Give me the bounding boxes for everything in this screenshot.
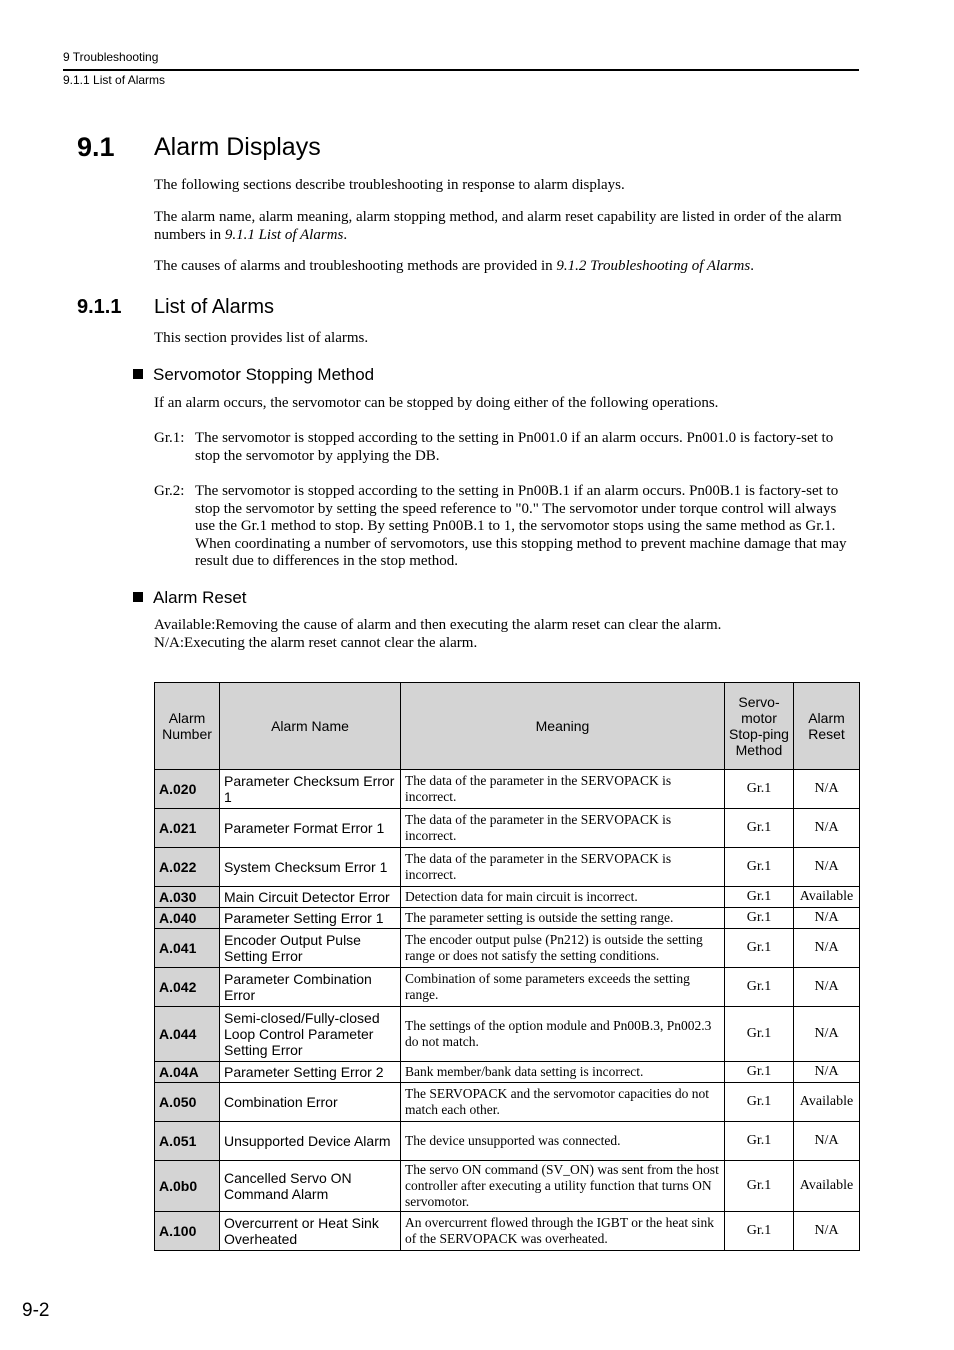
page-number: 9-2 bbox=[22, 1300, 50, 1321]
stopping-method: Gr.1 bbox=[725, 1083, 794, 1122]
alarm-name: Cancelled Servo ON Command Alarm bbox=[220, 1161, 401, 1212]
alarm-name: System Checksum Error 1 bbox=[220, 848, 401, 887]
stopping-method: Gr.1 bbox=[725, 1122, 794, 1161]
alarm-meaning: The servo ON command (SV_ON) was sent from the host controller after executing a utility function that turns ON servomotor. bbox=[401, 1161, 725, 1212]
subsection-number: 9.1.1 bbox=[77, 296, 122, 318]
alarm-number: A.050 bbox=[155, 1083, 220, 1122]
column-header-alarm-name: Alarm Name bbox=[220, 683, 401, 770]
column-header-alarm-number: Alarm Number bbox=[155, 683, 220, 770]
table-row bbox=[155, 1161, 860, 1212]
stopping-method: Gr.1 bbox=[725, 809, 794, 848]
stopping-method: Gr.1 bbox=[725, 1212, 794, 1251]
stopping-method: Gr.1 bbox=[725, 848, 794, 887]
alarm-name: Overcurrent or Heat Sink Overheated bbox=[220, 1212, 401, 1251]
alarm-number: A.04A bbox=[155, 1062, 220, 1083]
square-bullet-icon bbox=[133, 592, 143, 602]
alarm-reset: Available bbox=[794, 1083, 860, 1122]
alarm-number: A.044 bbox=[155, 1007, 220, 1062]
alarm-meaning: Bank member/bank data setting is incorrect. bbox=[401, 1062, 725, 1083]
cross-reference: 9.1.2 Troubleshooting of Alarms bbox=[556, 258, 751, 274]
alarm-name: Parameter Setting Error 1 bbox=[220, 908, 401, 929]
alarm-meaning: The device unsupported was connected. bbox=[401, 1122, 725, 1161]
alarm-reset: N/A bbox=[794, 908, 860, 929]
table-row bbox=[155, 908, 860, 929]
alarm-reset: N/A bbox=[794, 1007, 860, 1062]
alarm-name: Parameter Combination Error bbox=[220, 968, 401, 1007]
section-order-paragraph: The alarm name, alarm meaning, alarm stopping method, and alarm reset capability are listed in order of the alarm numbers in 9.1.1 List of Alarms. bbox=[154, 209, 842, 243]
alarm-number: A.030 bbox=[155, 887, 220, 908]
table-row bbox=[155, 1122, 860, 1161]
alarm-reset: N/A bbox=[794, 968, 860, 1007]
reset-available-line: Available:Removing the cause of alarm and then executing the alarm reset can clear the alarm. bbox=[154, 617, 722, 633]
alarm-number: A.022 bbox=[155, 848, 220, 887]
alarm-reset: N/A bbox=[794, 1212, 860, 1251]
alarm-name: Unsupported Device Alarm bbox=[220, 1122, 401, 1161]
column-header-alarm-reset: Alarm Reset bbox=[794, 683, 860, 770]
cross-reference: 9.1.1 List of Alarms bbox=[224, 226, 344, 243]
alarm-reset: N/A bbox=[794, 809, 860, 848]
alarm-reset: N/A bbox=[794, 848, 860, 887]
alarm-list-table bbox=[154, 682, 860, 1251]
table-row bbox=[155, 1007, 860, 1062]
stopping-method-heading: Servomotor Stopping Method bbox=[133, 365, 374, 385]
stopping-method: Gr.1 bbox=[725, 887, 794, 908]
table-row bbox=[155, 848, 860, 887]
alarm-meaning: The data of the parameter in the SERVOPACK is incorrect. bbox=[401, 770, 725, 809]
alarm-name: Parameter Checksum Error 1 bbox=[220, 770, 401, 809]
subsection-intro: This section provides list of alarms. bbox=[154, 330, 369, 346]
table-row bbox=[155, 770, 860, 809]
alarm-number: A.040 bbox=[155, 908, 220, 929]
stopping-method: Gr.1 bbox=[725, 1161, 794, 1212]
section-causes-paragraph: The causes of alarms and troubleshooting methods are provided in 9.1.2 Troubleshooting of Alarms. bbox=[154, 258, 754, 274]
section-intro-paragraph: The following sections describe troubleshooting in response to alarm displays. bbox=[154, 177, 625, 193]
table-row bbox=[155, 968, 860, 1007]
alarm-number: A.020 bbox=[155, 770, 220, 809]
alarm-reset-heading: Alarm Reset bbox=[133, 588, 247, 608]
alarm-number: A.021 bbox=[155, 809, 220, 848]
alarm-meaning: The data of the parameter in the SERVOPACK is incorrect. bbox=[401, 809, 725, 848]
stopping-intro: If an alarm occurs, the servomotor can be stopped by doing either of the following operations. bbox=[154, 395, 719, 411]
table-row bbox=[155, 1062, 860, 1083]
stopping-method: Gr.1 bbox=[725, 908, 794, 929]
square-bullet-icon bbox=[133, 369, 143, 379]
header-rule bbox=[63, 69, 859, 71]
table-row bbox=[155, 1083, 860, 1122]
stopping-method: Gr.1 bbox=[725, 770, 794, 809]
alarm-reset: N/A bbox=[794, 770, 860, 809]
alarm-name: Main Circuit Detector Error bbox=[220, 887, 401, 908]
alarm-name: Encoder Output Pulse Setting Error bbox=[220, 929, 401, 968]
alarm-number: A.051 bbox=[155, 1122, 220, 1161]
table-row bbox=[155, 809, 860, 848]
stopping-method: Gr.1 bbox=[725, 1007, 794, 1062]
stopping-method: Gr.1 bbox=[725, 968, 794, 1007]
alarm-meaning: The data of the parameter in the SERVOPACK is incorrect. bbox=[401, 848, 725, 887]
alarm-meaning: The encoder output pulse (Pn212) is outside the setting range or does not satisfy the setting conditions. bbox=[401, 929, 725, 968]
gr1-label: Gr.1: bbox=[154, 430, 185, 446]
gr2-description: The servomotor is stopped according to the setting in Pn00B.1 if an alarm occurs. Pn00B.1 is factory-set to stop the servomotor by setting the speed reference to "0." The servomotor under torque control will always use the Gr.1 method to stop. By setting Pn00B.1 to 1, the servomotor stops using the same method as Gr.1. When coordinating a number of servomotors, use this stopping method to prevent machine damage that may result due to differences in the stop method. bbox=[195, 483, 847, 569]
column-header-stopping-method: Servo-motor Stop-ping Method bbox=[725, 683, 794, 770]
subsection-title: List of Alarms bbox=[154, 296, 275, 318]
column-header-meaning: Meaning bbox=[401, 683, 725, 770]
alarm-reset: Available bbox=[794, 1161, 860, 1212]
stopping-method: Gr.1 bbox=[725, 1062, 794, 1083]
alarm-name: Semi-closed/Fully-closed Loop Control Parameter Setting Error bbox=[220, 1007, 401, 1062]
section-number: 9.1 bbox=[77, 132, 115, 162]
stopping-method: Gr.1 bbox=[725, 929, 794, 968]
alarm-reset: N/A bbox=[794, 929, 860, 968]
gr2-label: Gr.2: bbox=[154, 483, 185, 499]
alarm-name: Parameter Setting Error 2 bbox=[220, 1062, 401, 1083]
reset-na-line: N/A:Executing the alarm reset cannot clear the alarm. bbox=[154, 635, 478, 651]
table-row bbox=[155, 1212, 860, 1251]
alarm-name: Combination Error bbox=[220, 1083, 401, 1122]
table-row bbox=[155, 887, 860, 908]
alarm-reset: N/A bbox=[794, 1062, 860, 1083]
alarm-number: A.0b0 bbox=[155, 1161, 220, 1212]
alarm-number: A.042 bbox=[155, 968, 220, 1007]
gr1-description: The servomotor is stopped according to the setting in Pn001.0 if an alarm occurs. Pn001.0 is factory-set to stop the servomotor by applying the DB. bbox=[195, 430, 834, 464]
alarm-meaning: The SERVOPACK and the servomotor capacities do not match each other. bbox=[401, 1083, 725, 1122]
section-title: Alarm Displays bbox=[154, 133, 321, 161]
alarm-meaning: An overcurrent flowed through the IGBT or the heat sink of the SERVOPACK was overheated. bbox=[401, 1212, 725, 1251]
table-row bbox=[155, 929, 860, 968]
alarm-number: A.041 bbox=[155, 929, 220, 968]
alarm-meaning: The parameter setting is outside the setting range. bbox=[401, 908, 725, 929]
running-header-chapter: 9 Troubleshooting bbox=[63, 50, 159, 64]
table-header-row bbox=[155, 683, 860, 770]
alarm-meaning: Detection data for main circuit is incorrect. bbox=[401, 887, 725, 908]
running-header-section: 9.1.1 List of Alarms bbox=[63, 73, 166, 87]
alarm-reset: N/A bbox=[794, 1122, 860, 1161]
alarm-reset: Available bbox=[794, 887, 860, 908]
alarm-meaning: The settings of the option module and Pn00B.3, Pn002.3 do not match. bbox=[401, 1007, 725, 1062]
alarm-meaning: Combination of some parameters exceeds the setting range. bbox=[401, 968, 725, 1007]
alarm-number: A.100 bbox=[155, 1212, 220, 1251]
alarm-name: Parameter Format Error 1 bbox=[220, 809, 401, 848]
